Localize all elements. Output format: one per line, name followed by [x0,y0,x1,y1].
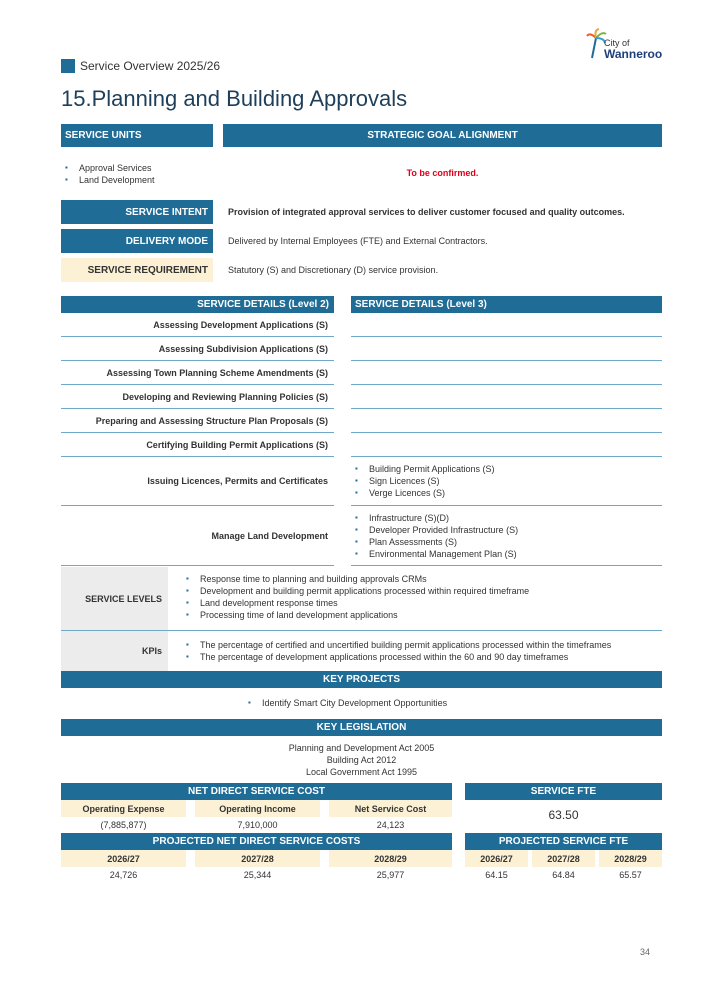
page-subtitle: Service Overview 2025/26 [80,59,221,73]
service-levels-list [182,573,662,621]
service-intent-label: SERVICE INTENT [61,200,213,224]
delivery-mode-value: Delivered by Internal Employees (FTE) and External Contractors. [228,236,488,246]
key-legislation-header: KEY LEGISLATION [61,719,662,736]
service-intent-value: Provision of integrated approval services to deliver customer focused and quality outcomes. [228,207,625,217]
service-units-header: SERVICE UNITS [61,124,213,147]
service-detail-level2: Developing and Reviewing Planning Policies (S) [61,385,334,409]
table-cell: 64.84 [552,870,575,880]
legislation-item: Local Government Act 1995 [305,767,418,777]
service-fte-value: 63.50 [548,808,579,822]
service-detail-level3 [351,385,662,409]
table-header-cell: Operating Expense [61,800,186,817]
list-item: ▪ Developer Provided Infrastructure (S) [351,524,518,536]
table-cell: 65.57 [619,870,642,880]
key-projects-list [244,697,544,709]
list-item: ▪ Sign Licences (S) [351,475,495,487]
delivery-mode-label: DELIVERY MODE [61,229,213,253]
service-requirement-value: Statutory (S) and Discretionary (D) service provision. [228,265,439,275]
table-header-cell: 2027/28 [195,850,320,867]
table-cell: 25,977 [376,870,405,880]
strategic-goal-header: STRATEGIC GOAL ALIGNMENT [223,124,662,147]
service-detail-level3 [351,313,662,337]
table-header-cell: Net Service Cost [329,800,452,817]
table-header-cell: 2028/29 [329,850,452,867]
list-item: ▪ Response time to planning and building approvals CRMs [182,573,662,585]
service-details-level2-header: SERVICE DETAILS (Level 2) [61,296,334,313]
list-item: ▪ Infrastructure (S)(D) [351,512,518,524]
service-detail-level3 [351,361,662,385]
list-item: ▪ The percentage of certified and uncertified building permit applications processed within the timeframes [182,639,662,651]
strategic-goal-value: To be confirmed. [406,168,479,178]
service-detail-level2: Issuing Licences, Permits and Certificates [61,457,334,506]
kpis-label-box [61,631,168,671]
list-item: ▪ Land Development [61,174,211,186]
list-item: ▪ Land development response times [182,597,662,609]
table-cell: 24,726 [109,870,138,880]
service-fte-header: SERVICE FTE [465,783,662,800]
service-details-level3-header: SERVICE DETAILS (Level 3) [351,296,662,313]
city-of-wanneroo-logo [586,28,676,64]
service-detail-level3 [351,433,662,457]
kpis-list [182,639,662,663]
table-header-cell: 2028/29 [599,850,662,867]
logo-text-bottom: Wanneroo [604,47,663,61]
service-detail-level3 [351,409,662,433]
table-cell: 25,344 [243,870,272,880]
list-item: ▪ Identify Smart City Development Opportunities [244,697,544,709]
list-item: ▪ Approval Services [61,162,211,174]
service-detail-level3 [351,506,662,566]
table-header-cell: Operating Income [195,800,320,817]
list-item: ▪ Environmental Management Plan (S) [351,548,518,560]
service-detail-level2: Assessing Development Applications (S) [61,313,334,337]
service-detail-level3 [351,337,662,361]
service-levels-label: SERVICE LEVELS [85,593,162,604]
table-cell: 64.15 [485,870,508,880]
list-item: ▪ The percentage of development applications processed within the 60 and 90 day timeframes [182,651,662,663]
projected-costs-header: PROJECTED NET DIRECT SERVICE COSTS [61,833,452,850]
list-item: ▪ Development and building permit applications processed within required timeframe [182,585,662,597]
service-units-list [61,162,211,186]
service-detail-level2: Assessing Subdivision Applications (S) [61,337,334,361]
key-legislation-list [61,742,662,778]
list-item: ▪ Processing time of land development applications [182,609,662,621]
table-header-cell: 2026/27 [465,850,528,867]
page-number: 34 [639,947,650,957]
table-cell: 7,910,000 [237,820,278,830]
table-cell: (7,885,877) [100,820,147,830]
list-item: ▪ Plan Assessments (S) [351,536,518,548]
service-requirement-label: SERVICE REQUIREMENT [61,258,213,282]
service-levels-label-box [61,567,168,630]
list-item: ▪ Building Permit Applications (S) [351,463,495,475]
table-header-cell: 2027/28 [532,850,595,867]
service-detail-level2: Manage Land Development [61,506,334,566]
subtitle-square [61,59,75,73]
net-direct-cost-header: NET DIRECT SERVICE COST [61,783,452,800]
legislation-item: Building Act 2012 [326,755,397,765]
logo-text-top: City of [604,38,630,48]
table-header-cell: 2026/27 [61,850,186,867]
projected-fte-header: PROJECTED SERVICE FTE [465,833,662,850]
service-detail-level2: Assessing Town Planning Scheme Amendments (S) [61,361,334,385]
service-detail-level3 [351,457,662,506]
legislation-item: Planning and Development Act 2005 [288,743,435,753]
table-cell: 24,123 [376,820,405,830]
service-detail-level2: Preparing and Assessing Structure Plan Proposals (S) [61,409,334,433]
list-item: ▪ Verge Licences (S) [351,487,495,499]
service-detail-level2: Certifying Building Permit Applications (S) [61,433,334,457]
kpis-label: KPIs [141,646,162,656]
key-projects-header: KEY PROJECTS [61,671,662,688]
page-title: 15.Planning and Building Approvals [61,86,408,111]
